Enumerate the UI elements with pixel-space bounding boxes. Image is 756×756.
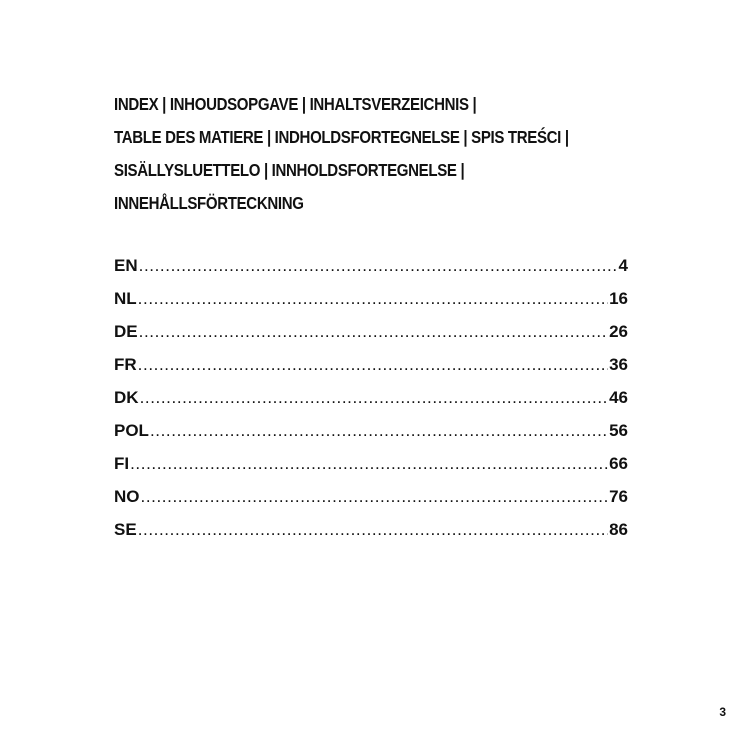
toc-entry-nl[interactable] xyxy=(114,282,628,315)
toc-page-number: 4 xyxy=(618,256,628,275)
heading-line: INNEHÅLLSFÖRTECKNING xyxy=(114,193,304,213)
toc-language-code: FR xyxy=(114,355,137,374)
toc-page-number: 26 xyxy=(609,322,628,341)
toc-entry-fr[interactable] xyxy=(114,348,628,381)
heading-line: SISÄLLYSLUETTELO | INNHOLDSFORTEGNELSE | xyxy=(114,160,465,180)
toc-page-number: 56 xyxy=(609,421,628,440)
toc-page-number: 46 xyxy=(609,388,628,407)
toc-language-code: NO xyxy=(114,487,140,506)
heading-line: TABLE DES MATIERE | INDHOLDSFORTEGNELSE | SPIS TREŚCI | xyxy=(114,127,569,147)
toc-page-number: 76 xyxy=(609,487,628,506)
toc-page-number: 16 xyxy=(609,289,628,308)
toc-entry-pol[interactable] xyxy=(114,414,628,447)
index-heading xyxy=(114,88,674,220)
toc-language-code: DE xyxy=(114,322,138,341)
toc-page-number: 36 xyxy=(609,355,628,374)
toc-page-number: 66 xyxy=(609,454,628,473)
toc-page-number: 86 xyxy=(609,520,628,539)
toc-dot-leader xyxy=(140,381,609,414)
toc-dot-leader xyxy=(138,513,608,546)
toc-language-code: SE xyxy=(114,520,137,539)
toc-dot-leader xyxy=(141,480,609,513)
toc-entry-dk[interactable] xyxy=(114,381,628,414)
heading-line: INDEX | INHOUDSOPGAVE | INHALTSVERZEICHNIS | xyxy=(114,94,477,114)
toc-dot-leader xyxy=(150,414,608,447)
toc-entry-fi[interactable] xyxy=(114,447,628,480)
toc-dot-leader xyxy=(138,348,608,381)
toc-entry-no[interactable] xyxy=(114,480,628,513)
toc-entry-se[interactable] xyxy=(114,513,628,546)
toc-entry-de[interactable] xyxy=(114,315,628,348)
toc-entry-en[interactable] xyxy=(114,249,628,282)
toc-language-code: NL xyxy=(114,289,137,308)
toc-dot-leader xyxy=(139,249,618,282)
toc-language-code: POL xyxy=(114,421,149,440)
toc-dot-leader xyxy=(138,282,608,315)
toc-dot-leader xyxy=(130,447,608,480)
toc-language-code: DK xyxy=(114,388,139,407)
toc-language-code: EN xyxy=(114,256,138,275)
toc-dot-leader xyxy=(139,315,608,348)
toc-language-code: FI xyxy=(114,454,130,473)
page-number: 3 xyxy=(719,705,726,719)
table-of-contents xyxy=(114,249,628,546)
